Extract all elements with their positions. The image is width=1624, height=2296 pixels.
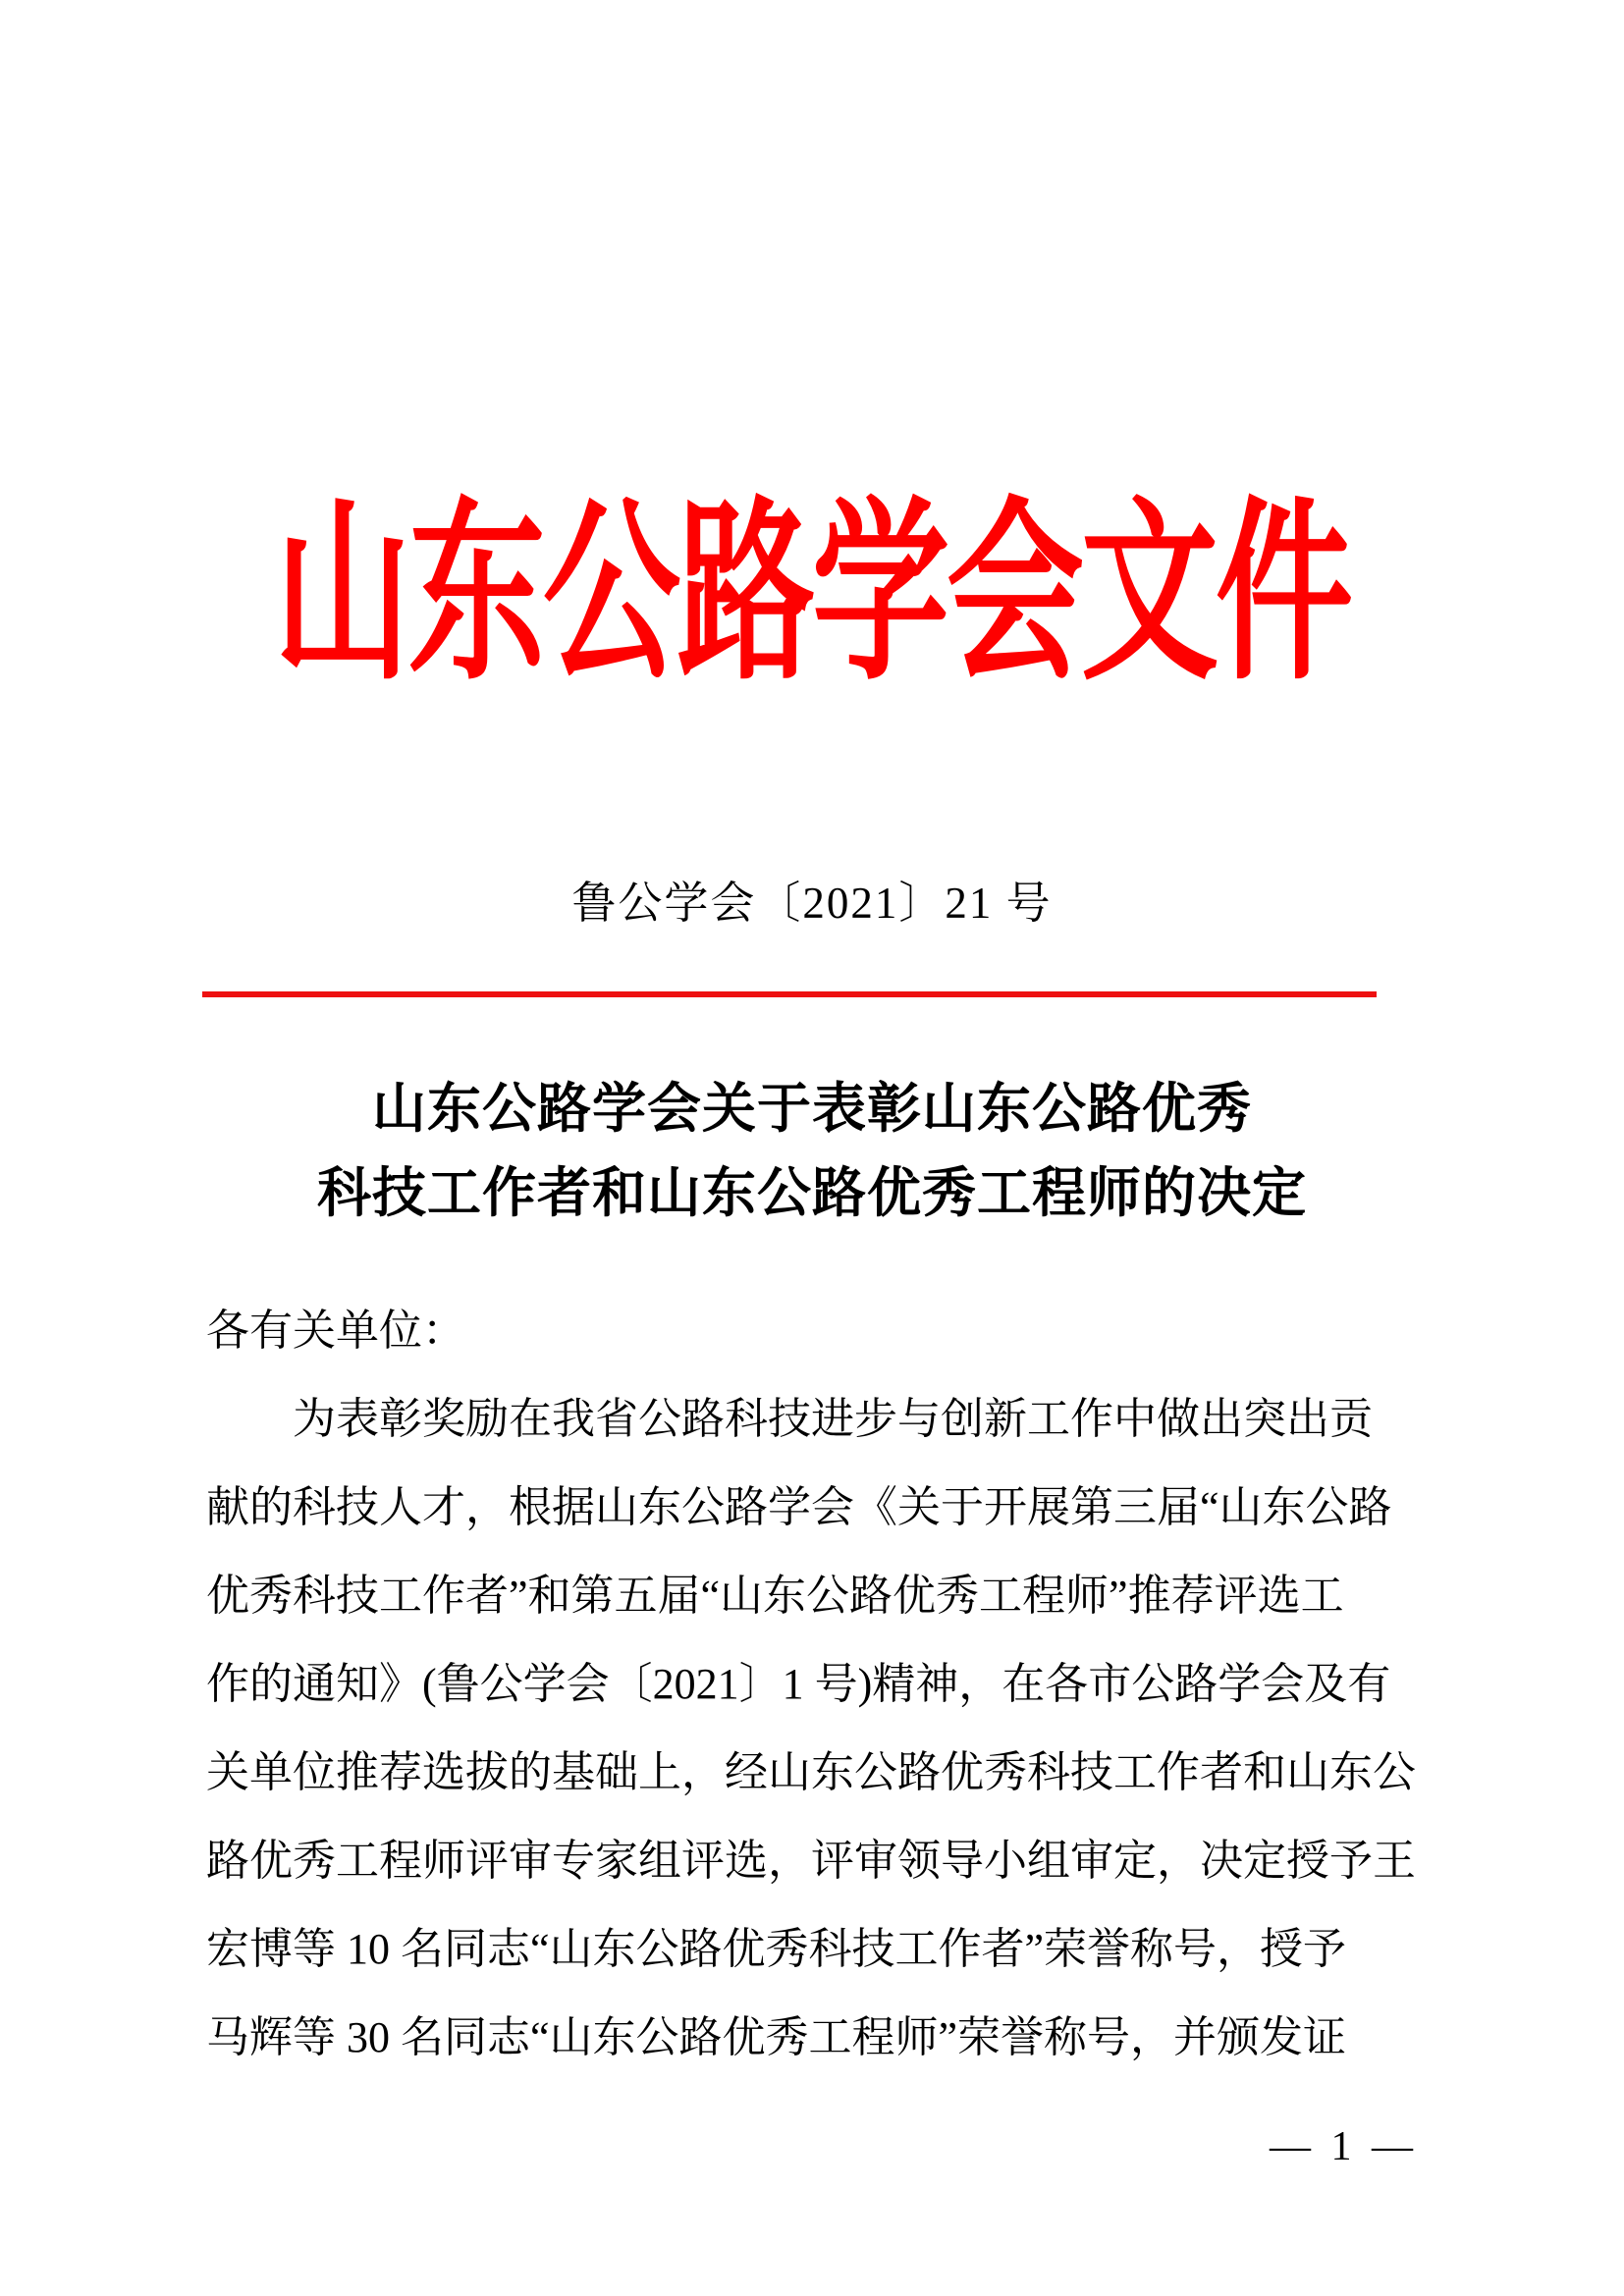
body-line: 献的科技人才，根据山东公路学会《关于开展第三届“山东公路 bbox=[206, 1483, 1392, 1531]
body-line: 关单位推荐选拔的基础上，经山东公路优秀科技工作者和山东公 bbox=[206, 1748, 1416, 1796]
heading-line-1: 山东公路学会关于表彰山东公路优秀 bbox=[371, 1079, 1252, 1139]
page-number: — 1 — bbox=[1270, 2124, 1418, 2169]
body-line: 宏博等 10 名同志“山东公路优秀科技工作者”荣誉称号，授予 bbox=[206, 1925, 1347, 1973]
body-line: 马辉等 30 名同志“山东公路优秀工程师”荣誉称号，并颁发证 bbox=[206, 2013, 1347, 2061]
heading-line-2: 科技工作者和山东公路优秀工程师的决定 bbox=[316, 1163, 1307, 1223]
body-line: 为表彰奖励在我省公路科技进步与创新工作中做出突出贡 bbox=[206, 1395, 1373, 1443]
document-heading bbox=[0, 1067, 1624, 1236]
letterhead-title: 山东公路学会文件 bbox=[273, 487, 1350, 704]
red-divider-line bbox=[202, 991, 1377, 997]
body-line: 路优秀工程师评审专家组评选，评审领导小组审定，决定授予王 bbox=[206, 1837, 1416, 1885]
body-line: 作的通知》(鲁公学会〔2021〕1 号)精神，在各市公路学会及有 bbox=[206, 1660, 1391, 1708]
document-body bbox=[206, 1287, 1424, 2082]
body-line: 各有关单位： bbox=[206, 1307, 465, 1355]
document-number: 鲁公学会〔2021〕21 号 bbox=[571, 879, 1053, 928]
body-line: 优秀科技工作者”和第五届“山东公路优秀工程师”推荐评选工 bbox=[206, 1572, 1344, 1620]
